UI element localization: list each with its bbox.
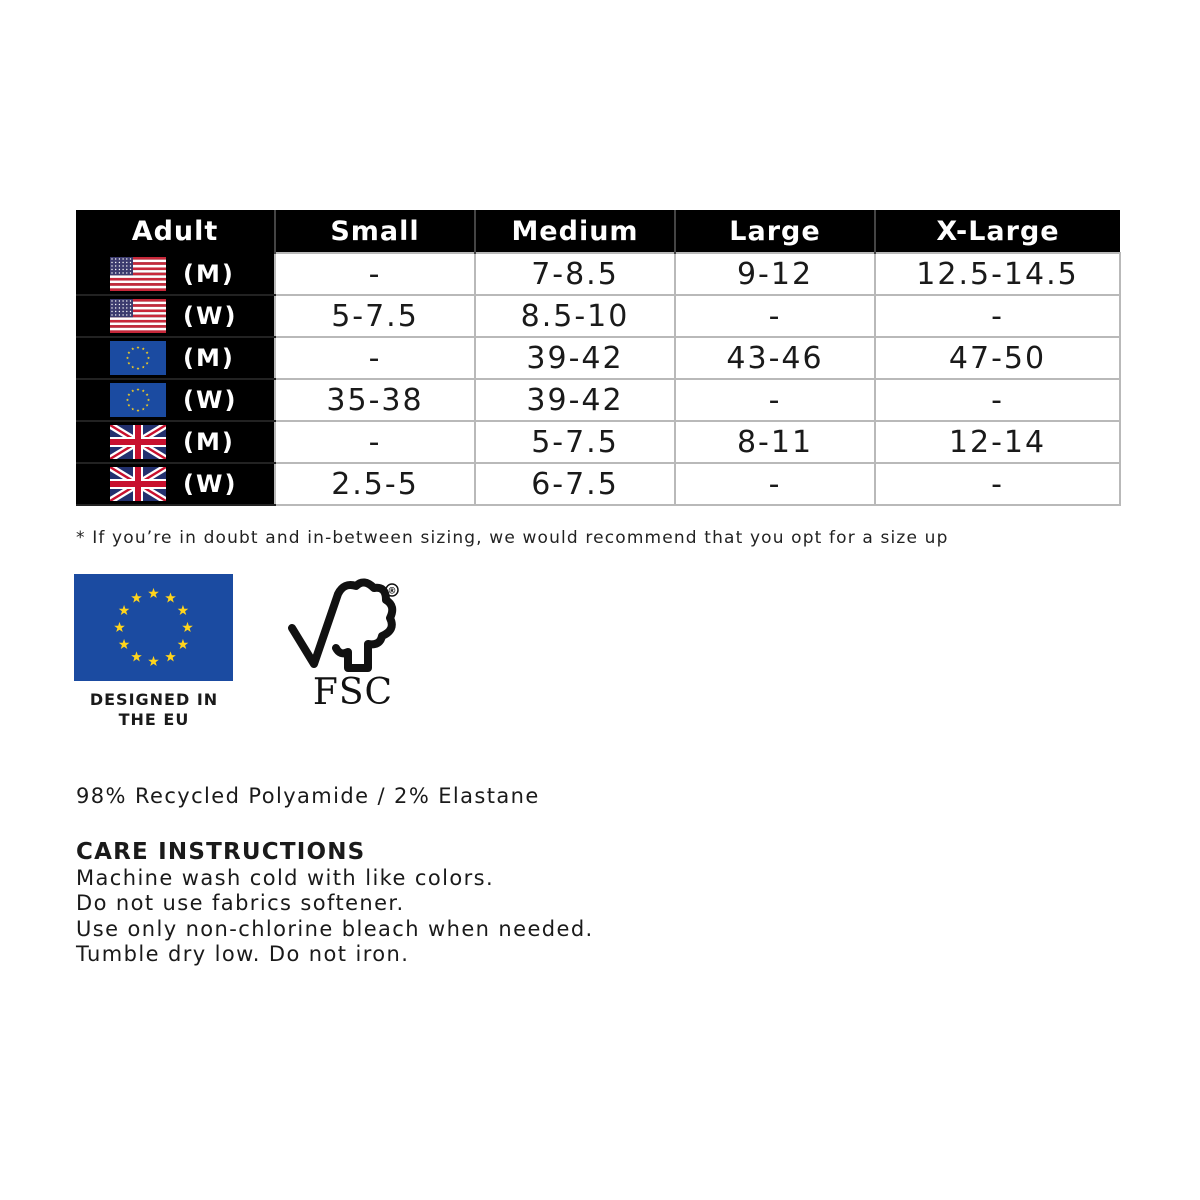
eu-flag-icon xyxy=(110,341,166,375)
size-medium-cell: 7-8.5 xyxy=(475,253,675,295)
size-medium-cell: 6-7.5 xyxy=(475,463,675,505)
care-instructions xyxy=(76,838,594,967)
table-row xyxy=(76,463,1120,505)
care-lines xyxy=(76,866,594,967)
size-small-cell: - xyxy=(275,421,475,463)
size-x-large-cell: - xyxy=(875,295,1120,337)
eu-flag-icon xyxy=(110,383,166,417)
size-medium-cell: 8.5-10 xyxy=(475,295,675,337)
size-small-cell: 2.5-5 xyxy=(275,463,475,505)
designed-in-eu-logo xyxy=(74,574,234,730)
size-large-cell: 8-11 xyxy=(675,421,875,463)
gender-label: (M) xyxy=(183,344,235,372)
fsc-tree-check-icon xyxy=(286,578,406,678)
eu-caption-line2: THE EU xyxy=(118,710,190,729)
size-chart-table xyxy=(76,210,1121,506)
uk-flag-icon xyxy=(110,467,166,501)
table-row xyxy=(76,421,1120,463)
care-line: Do not use fabrics softener. xyxy=(76,891,405,916)
header-adult: Adult xyxy=(76,210,275,253)
table-row xyxy=(76,295,1120,337)
material-composition: 98% Recycled Polyamide / 2% Elastane xyxy=(76,784,540,808)
header-x-large: X-Large xyxy=(875,210,1120,253)
size-small-cell: - xyxy=(275,337,475,379)
row-label xyxy=(76,295,275,337)
row-label xyxy=(76,253,275,295)
row-label xyxy=(76,379,275,421)
header-large: Large xyxy=(675,210,875,253)
gender-label: (W) xyxy=(183,302,238,330)
size-small-cell: - xyxy=(275,253,475,295)
gender-label: (M) xyxy=(183,428,235,456)
header-small: Small xyxy=(275,210,475,253)
care-title: CARE INSTRUCTIONS xyxy=(76,839,366,865)
size-large-cell: 9-12 xyxy=(675,253,875,295)
size-large-cell: - xyxy=(675,295,875,337)
fsc-wordmark: FSC xyxy=(312,672,394,713)
eu-logo-caption xyxy=(74,690,234,730)
size-x-large-cell: - xyxy=(875,379,1120,421)
row-label xyxy=(76,463,275,505)
eu-flag-icon xyxy=(74,574,233,681)
care-line: Use only non-chlorine bleach when needed. xyxy=(76,916,594,941)
gender-label: (W) xyxy=(183,470,238,498)
care-line: Machine wash cold with like colors. xyxy=(76,866,495,890)
size-medium-cell: 39-42 xyxy=(475,337,675,379)
header-medium: Medium xyxy=(475,210,675,253)
size-medium-cell: 39-42 xyxy=(475,379,675,421)
size-x-large-cell: 47-50 xyxy=(875,337,1120,379)
us-flag-icon xyxy=(110,257,166,291)
table-row xyxy=(76,337,1120,379)
us-flag-icon xyxy=(110,299,166,333)
size-medium-cell: 5-7.5 xyxy=(475,421,675,463)
row-label xyxy=(76,337,275,379)
gender-label: (W) xyxy=(183,386,238,414)
sizing-footnote: * If you’re in doubt and in-between sizing, we would recommend that you opt for a size up xyxy=(76,528,949,548)
size-large-cell: - xyxy=(675,463,875,505)
table-row xyxy=(76,253,1120,295)
size-large-cell: - xyxy=(675,379,875,421)
fsc-registered-mark: ® xyxy=(387,586,397,597)
table-header-row xyxy=(76,210,1120,253)
row-label xyxy=(76,421,275,463)
size-x-large-cell: 12-14 xyxy=(875,421,1120,463)
size-x-large-cell: 12.5-14.5 xyxy=(875,253,1120,295)
uk-flag-icon xyxy=(110,425,166,459)
gender-label: (M) xyxy=(183,259,235,288)
size-x-large-cell: - xyxy=(875,463,1120,505)
size-large-cell: 43-46 xyxy=(675,337,875,379)
size-small-cell: 5-7.5 xyxy=(275,295,475,337)
size-small-cell: 35-38 xyxy=(275,379,475,421)
care-line: Tumble dry low. Do not iron. xyxy=(76,941,410,966)
table-row xyxy=(76,379,1120,421)
eu-caption-line1: DESIGNED IN xyxy=(89,690,219,709)
